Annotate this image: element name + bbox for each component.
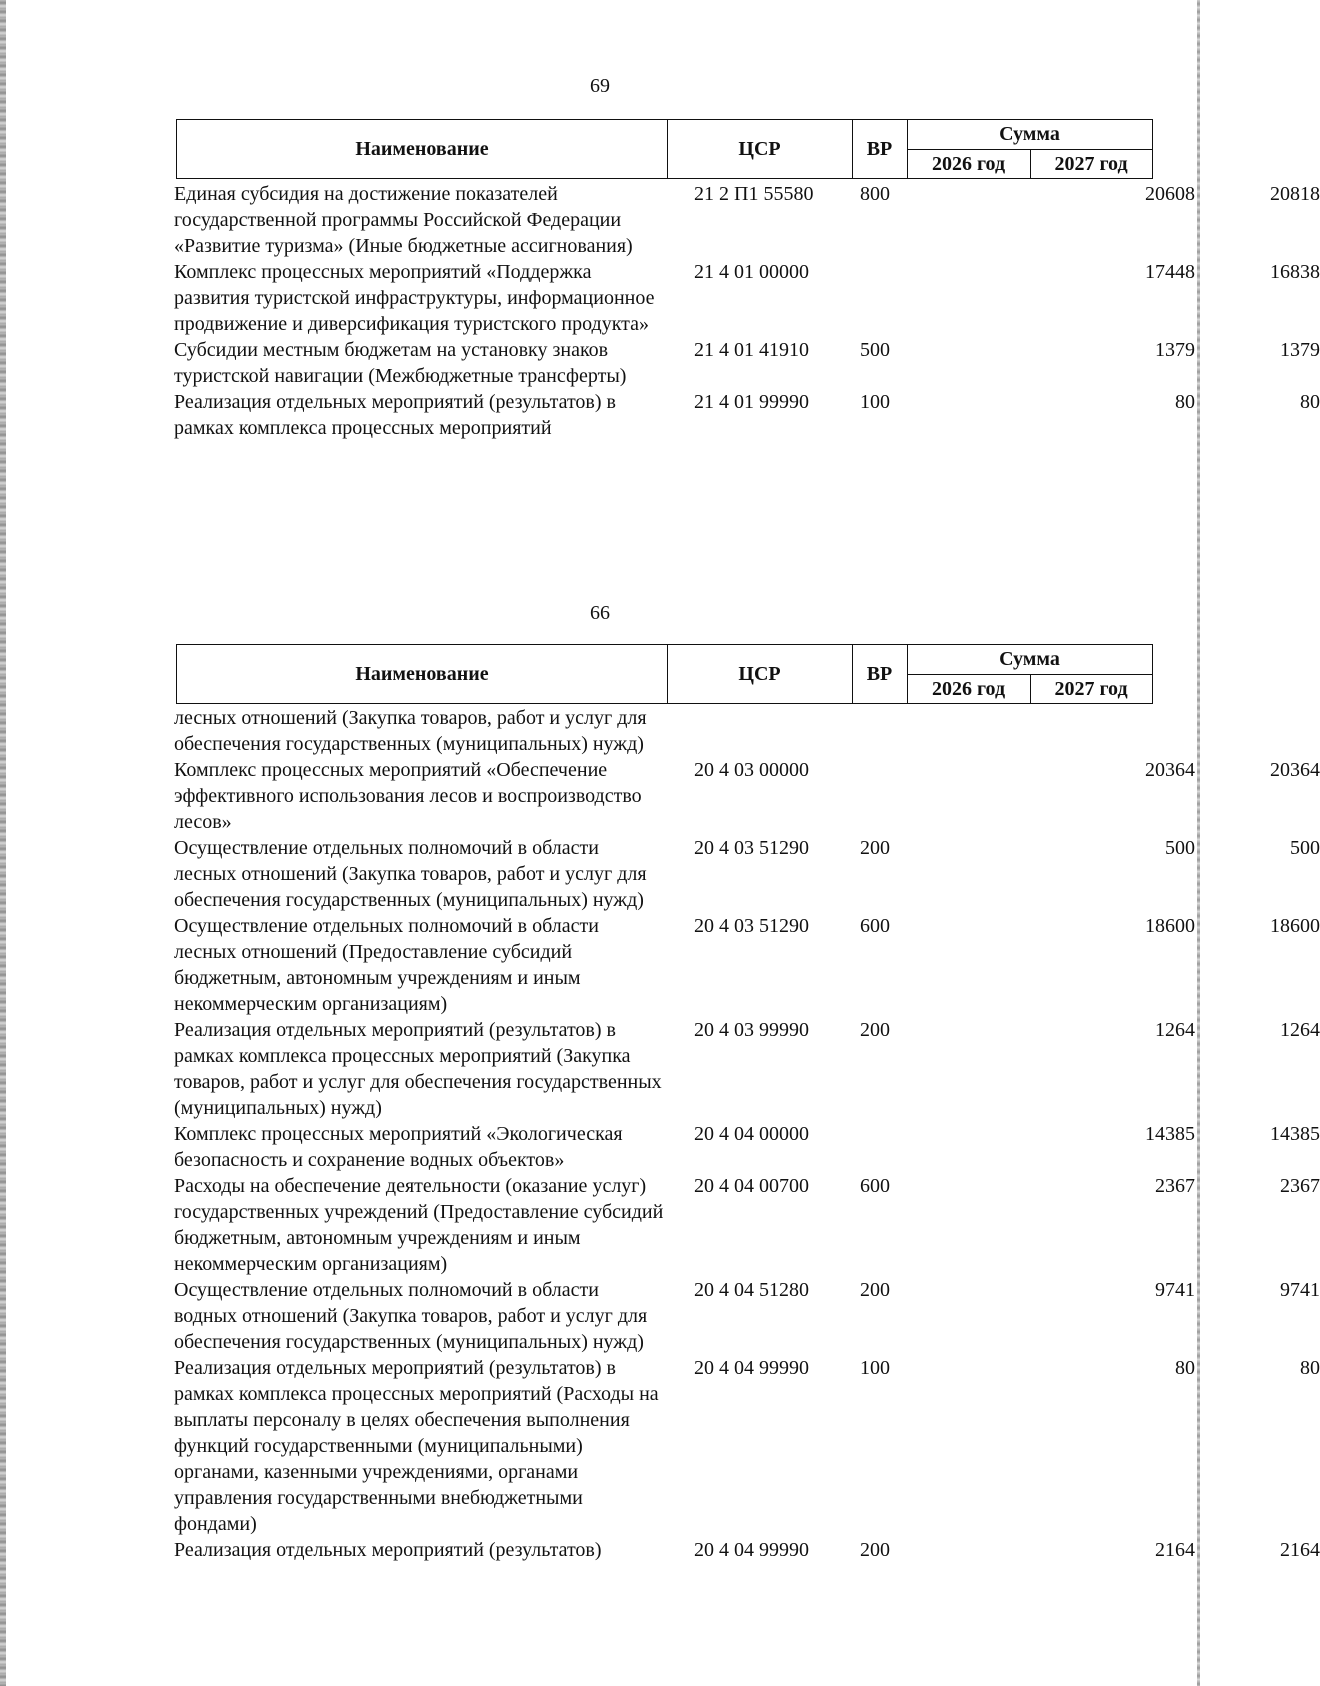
table-body bbox=[174, 181, 1320, 441]
table-row bbox=[174, 1277, 1320, 1355]
row-name: Реализация отдельных мероприятий (результатов) в рамках комплекса процессных мероприятий bbox=[174, 391, 616, 439]
row-vr: 200 bbox=[860, 1539, 890, 1561]
row-name: Комплекс процессных мероприятий «Экологическая безопасность и сохранение водных объектов» bbox=[174, 1123, 623, 1171]
row-name: Расходы на обеспечение деятельности (оказание услуг) государственных учреждений (Предоставление субсидий бюджетным, автономным учреждениям и иным некоммерческим организациям) bbox=[174, 1175, 664, 1275]
row-2026: 18600 bbox=[1145, 915, 1195, 937]
row-2026: 20364 bbox=[1145, 759, 1195, 781]
row-vr: 600 bbox=[860, 1175, 890, 1197]
header-year-2027: 2027 год bbox=[1054, 153, 1128, 175]
row-csr: 21 4 01 41910 bbox=[694, 339, 809, 361]
table-body bbox=[174, 705, 1320, 1563]
row-2027: 2164 bbox=[1280, 1539, 1320, 1561]
row-2027: 9741 bbox=[1280, 1279, 1320, 1301]
row-2026: 20608 bbox=[1145, 183, 1195, 205]
table-row bbox=[174, 259, 1320, 337]
row-csr: 20 4 04 51280 bbox=[694, 1279, 809, 1301]
row-2027: 16838 bbox=[1270, 261, 1320, 283]
page-number: 69 bbox=[590, 75, 610, 97]
row-vr: 200 bbox=[860, 1019, 890, 1041]
row-vr: 100 bbox=[860, 1357, 890, 1379]
row-2026: 80 bbox=[1175, 391, 1195, 413]
row-name: лесных отношений (Закупка товаров, работ и услуг для обеспечения государственных (муниципальных) нужд) bbox=[174, 707, 647, 755]
row-2027: 80 bbox=[1300, 1357, 1320, 1379]
row-csr: 20 4 04 00700 bbox=[694, 1175, 809, 1197]
header-vr: ВР bbox=[866, 137, 893, 160]
row-2027: 1379 bbox=[1280, 339, 1320, 361]
row-2026: 2164 bbox=[1155, 1539, 1195, 1561]
table-header bbox=[176, 119, 1153, 179]
row-name: Единая субсидия на достижение показателей государственной программы Российской Федерации «Развитие туризма» (Иные бюджетные ассигнования) bbox=[174, 183, 633, 257]
row-csr: 20 4 03 51290 bbox=[694, 915, 809, 937]
table-row bbox=[174, 389, 1320, 441]
row-csr: 20 4 04 99990 bbox=[694, 1357, 809, 1379]
header-year-2026: 2026 год bbox=[931, 153, 1006, 175]
row-name: Комплекс процессных мероприятий «Обеспечение эффективного использования лесов и воспроизводство лесов» bbox=[174, 759, 642, 833]
table-row bbox=[174, 705, 1154, 757]
row-2026: 17448 bbox=[1145, 261, 1195, 283]
row-csr: 20 4 03 51290 bbox=[694, 837, 809, 859]
row-2026: 1264 bbox=[1155, 1019, 1195, 1041]
row-csr: 20 4 04 00000 bbox=[694, 1123, 809, 1145]
row-2027: 1264 bbox=[1280, 1019, 1320, 1041]
row-2026: 500 bbox=[1165, 837, 1195, 859]
row-csr: 21 2 П1 55580 bbox=[694, 183, 814, 205]
header-sum: Сумма bbox=[999, 648, 1060, 670]
row-name: Реализация отдельных мероприятий (результатов) в рамках комплекса процессных мероприятий (Закупка товаров, работ и услуг для обеспечения государственных (муниципальных) нужд) bbox=[174, 1019, 662, 1119]
table-row bbox=[174, 835, 1320, 913]
header-year-2027: 2027 год bbox=[1054, 678, 1128, 700]
row-vr: 500 bbox=[860, 339, 890, 361]
header-name: Наименование bbox=[355, 137, 489, 160]
header-csr: ЦСР bbox=[738, 662, 781, 685]
table-row bbox=[174, 337, 1320, 389]
table-row bbox=[174, 1355, 1320, 1537]
row-name: Осуществление отдельных полномочий в области водных отношений (Закупка товаров, работ и услуг для обеспечения государственных (муниципальных) нужд) bbox=[174, 1279, 648, 1353]
row-2027: 14385 bbox=[1270, 1123, 1320, 1145]
row-name: Субсидии местным бюджетам на установку знаков туристской навигации (Межбюджетные трансферты) bbox=[174, 339, 627, 387]
row-2027: 20364 bbox=[1270, 759, 1320, 781]
table-row bbox=[174, 1017, 1320, 1121]
row-vr: 600 bbox=[860, 915, 890, 937]
row-2026: 14385 bbox=[1145, 1123, 1195, 1145]
table-row bbox=[174, 1121, 1320, 1173]
table-row bbox=[174, 181, 1320, 259]
table-row bbox=[174, 1537, 1320, 1563]
row-2027: 500 bbox=[1290, 837, 1320, 859]
row-vr: 100 bbox=[860, 391, 890, 413]
row-name: Осуществление отдельных полномочий в области лесных отношений (Предоставление субсидий бюджетным, автономным учреждениям и иным некоммерческим организациям) bbox=[174, 915, 599, 1015]
table-row bbox=[174, 757, 1320, 835]
row-2026: 80 bbox=[1175, 1357, 1195, 1379]
row-2026: 9741 bbox=[1155, 1279, 1195, 1301]
header-year-2026: 2026 год bbox=[931, 678, 1006, 700]
row-csr: 21 4 01 99990 bbox=[694, 391, 809, 413]
row-csr: 20 4 04 99990 bbox=[694, 1539, 809, 1561]
row-2026: 1379 bbox=[1155, 339, 1195, 361]
header-sum: Сумма bbox=[999, 123, 1060, 145]
table-row bbox=[174, 913, 1320, 1017]
header-vr: ВР bbox=[866, 662, 893, 685]
row-2027: 18600 bbox=[1270, 915, 1320, 937]
row-name: Реализация отдельных мероприятий (результатов) в рамках комплекса процессных мероприятий (Расходы на выплаты персоналу в целях обеспечения выполнения функций государственными (муниципальными) органами, казенными учреждениями, органами управления государственными внебюджетными фондами) bbox=[174, 1357, 659, 1535]
row-csr: 20 4 03 99990 bbox=[694, 1019, 809, 1041]
row-2027: 80 bbox=[1300, 391, 1320, 413]
page-number: 66 bbox=[590, 602, 610, 624]
row-vr: 200 bbox=[860, 837, 890, 859]
row-name: Комплекс процессных мероприятий «Поддержка развития туристской инфраструктуры, информационное продвижение и диверсификация туристского продукта» bbox=[174, 261, 655, 335]
row-vr: 800 bbox=[860, 183, 890, 205]
row-2027: 2367 bbox=[1280, 1175, 1320, 1197]
table-header bbox=[176, 644, 1153, 704]
row-name: Осуществление отдельных полномочий в области лесных отношений (Закупка товаров, работ и услуг для обеспечения государственных (муниципальных) нужд) bbox=[174, 837, 647, 911]
table-row bbox=[174, 1173, 1320, 1277]
row-2026: 2367 bbox=[1155, 1175, 1195, 1197]
header-csr: ЦСР bbox=[738, 137, 781, 160]
row-csr: 20 4 03 00000 bbox=[694, 759, 809, 781]
row-name: Реализация отдельных мероприятий (результатов) bbox=[174, 1539, 602, 1561]
row-2027: 20818 bbox=[1270, 183, 1320, 205]
row-vr: 200 bbox=[860, 1279, 890, 1301]
row-csr: 21 4 01 00000 bbox=[694, 261, 809, 283]
header-name: Наименование bbox=[355, 662, 489, 685]
